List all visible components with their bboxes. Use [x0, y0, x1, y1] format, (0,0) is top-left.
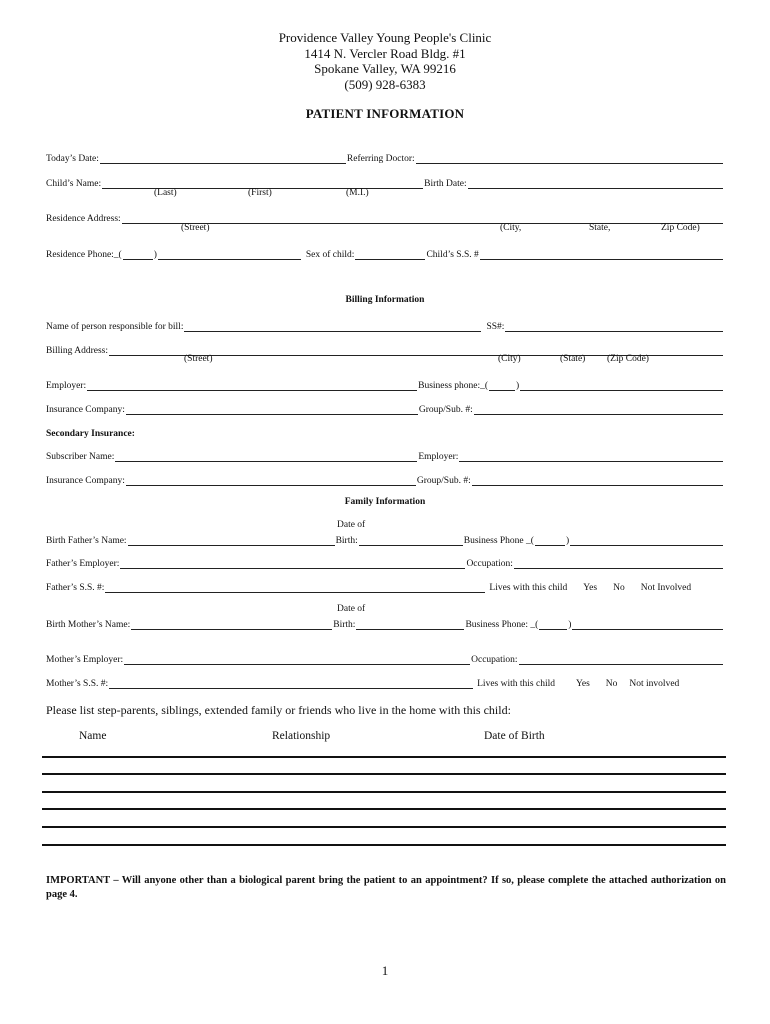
father-occupation-field[interactable]	[514, 558, 723, 569]
clinic-phone: (509) 928-6383	[344, 76, 426, 92]
mother-birth-label: Birth:	[333, 620, 356, 630]
row-residence-address	[46, 210, 724, 224]
father-business-phone-area-field[interactable]	[535, 535, 565, 546]
subscriber-name-field[interactable]	[115, 451, 417, 462]
business-phone-paren: )	[516, 381, 520, 391]
mothers-ss-field[interactable]	[109, 678, 473, 689]
mothers-ss-label: Mother’s S.S. #:	[46, 679, 109, 689]
father-yes-option[interactable]: Yes	[583, 583, 598, 593]
mothers-employer-label: Mother’s Employer:	[46, 655, 124, 665]
secondary-insurance-label: Secondary Insurance:	[46, 429, 135, 439]
responsible-person-field[interactable]	[184, 321, 481, 332]
sex-of-child-label: Sex of child:	[305, 250, 355, 260]
mother-date-of-label: Date of	[337, 604, 366, 614]
group-sub-label: Group/Sub. #:	[418, 405, 473, 415]
todays-date-field[interactable]	[100, 153, 346, 164]
mother-business-phone-area-field[interactable]	[539, 619, 567, 630]
father-date-of-label: Date of	[337, 520, 366, 530]
billing-section-title: Billing Information	[345, 295, 425, 305]
mother-birth-field[interactable]	[356, 619, 464, 630]
father-business-phone-label: Business Phone _(	[463, 536, 534, 546]
father-birth-field[interactable]	[359, 535, 463, 546]
mother-not-involved-option[interactable]: Not involved	[629, 679, 680, 689]
row-employer	[46, 377, 724, 391]
father-not-involved-option[interactable]: Not Involved	[640, 583, 692, 593]
subscriber-name-label: Subscriber Name:	[46, 452, 115, 462]
insurance-company-label: Insurance Company:	[46, 405, 125, 415]
residence-address-label: Residence Address:	[46, 214, 121, 224]
group-sub-field[interactable]	[474, 404, 723, 415]
fathers-ss-label: Father’s S.S. #:	[46, 583, 105, 593]
ssn-field[interactable]	[505, 321, 723, 332]
mother-lives-with-label: Lives with this child	[477, 679, 555, 689]
father-occupation-label: Occupation:	[466, 559, 513, 569]
birth-father-name-label: Birth Father’s Name:	[46, 536, 127, 546]
residence-phone-field[interactable]	[158, 249, 301, 260]
mother-business-phone-field[interactable]	[572, 619, 723, 630]
business-phone-area-field[interactable]	[489, 380, 515, 391]
column-name-header: Name	[79, 730, 107, 742]
secondary-group-sub-label: Group/Sub. #:	[416, 476, 471, 486]
todays-date-label: Today’s Date:	[46, 154, 99, 164]
row-secondary-insurance	[46, 425, 724, 439]
clinic-address: 1414 N. Vercler Road Bldg. #1	[304, 45, 466, 61]
zip-hint: Zip Code)	[661, 223, 700, 233]
residence-address-field[interactable]	[122, 213, 723, 224]
household-row-line[interactable]	[42, 826, 726, 828]
household-row-line[interactable]	[42, 791, 726, 793]
row-fathers-employer	[46, 555, 724, 569]
father-birth-label: Birth:	[335, 536, 358, 546]
birth-mother-name-field[interactable]	[131, 619, 332, 630]
residence-phone-area-field[interactable]	[123, 249, 153, 260]
insurance-company-field[interactable]	[126, 404, 418, 415]
row-childs-name	[46, 175, 724, 189]
secondary-insurance-company-field[interactable]	[126, 475, 416, 486]
mothers-employer-field[interactable]	[124, 654, 470, 665]
city-hint: (City,	[500, 223, 522, 233]
clinic-name: Providence Valley Young People's Clinic	[278, 30, 492, 45]
sex-of-child-field[interactable]	[355, 249, 425, 260]
page-number: 1	[381, 963, 389, 978]
row-birth-father	[46, 532, 724, 546]
birth-father-name-field[interactable]	[128, 535, 335, 546]
fathers-employer-label: Father’s Employer:	[46, 559, 120, 569]
state-hint: State,	[589, 223, 611, 233]
row-insurance-company	[46, 401, 724, 415]
secondary-employer-field[interactable]	[459, 451, 723, 462]
business-phone-field[interactable]	[520, 380, 723, 391]
mother-phone-paren: )	[568, 620, 572, 630]
secondary-employer-label: Employer:	[418, 452, 459, 462]
childs-name-label: Child’s Name:	[46, 179, 102, 189]
clinic-header	[0, 30, 770, 92]
household-instruction: Please list step-parents, siblings, extended family or friends who live in the home with this child:	[46, 703, 511, 717]
column-dob-header: Date of Birth	[484, 730, 545, 742]
referring-doctor-label: Referring Doctor:	[346, 154, 415, 164]
employer-label: Employer:	[46, 381, 87, 391]
clinic-city: Spokane Valley, WA 99216	[314, 61, 456, 76]
father-no-option[interactable]: No	[613, 583, 625, 593]
row-mothers-employer	[46, 651, 724, 665]
responsible-person-label: Name of person responsible for bill:	[46, 322, 184, 332]
mother-occupation-label: Occupation:	[471, 655, 518, 665]
important-notice: IMPORTANT – Will anyone other than a biological parent bring the patient to an appointment? If so, please complete the attached authorization on page 4.	[46, 875, 726, 900]
row-todays-date	[46, 150, 724, 164]
mother-no-option[interactable]: No	[605, 679, 618, 689]
fathers-ss-field[interactable]	[105, 582, 485, 593]
form-title: PATIENT INFORMATION	[305, 106, 465, 121]
billing-address-label: Billing Address:	[46, 346, 109, 356]
secondary-insurance-company-label: Insurance Company:	[46, 476, 125, 486]
birth-date-field[interactable]	[468, 178, 723, 189]
mother-yes-option[interactable]: Yes	[575, 679, 590, 689]
employer-field[interactable]	[87, 380, 417, 391]
ssn-label: SS#:	[486, 322, 505, 332]
household-row-line[interactable]	[42, 808, 726, 810]
last-name-hint: (Last)	[154, 188, 177, 198]
father-lives-with-label: Lives with this child	[489, 583, 568, 593]
fathers-employer-field[interactable]	[120, 558, 465, 569]
phone-paren: )	[153, 250, 157, 260]
secondary-group-sub-field[interactable]	[472, 475, 723, 486]
column-relationship-header: Relationship	[272, 730, 331, 742]
household-row-line[interactable]	[42, 756, 726, 758]
billing-zip-hint: (Zip Code)	[607, 354, 649, 364]
middle-initial-hint: (M.I.)	[346, 188, 369, 198]
billing-street-hint: (Street)	[184, 354, 213, 364]
father-business-phone-field[interactable]	[570, 535, 723, 546]
father-phone-paren: )	[565, 536, 570, 546]
row-secondary-insurance-company	[46, 472, 724, 486]
billing-city-hint: (City)	[498, 354, 521, 364]
row-fathers-ss	[46, 579, 724, 593]
row-responsible-person	[46, 318, 724, 332]
street-hint: (Street)	[181, 223, 210, 233]
household-row-line[interactable]	[42, 844, 726, 846]
birth-mother-name-label: Birth Mother’s Name:	[46, 620, 131, 630]
row-mothers-ss	[46, 675, 724, 689]
birth-date-label: Birth Date:	[424, 179, 467, 189]
row-birth-mother	[46, 616, 724, 630]
childs-ss-field[interactable]	[480, 249, 723, 260]
residence-phone-label: Residence Phone:_(	[46, 250, 122, 260]
mother-occupation-field[interactable]	[519, 654, 723, 665]
row-subscriber	[46, 448, 724, 462]
household-row-line[interactable]	[42, 773, 726, 775]
first-name-hint: (First)	[248, 188, 272, 198]
mother-business-phone-label: Business Phone: _(	[465, 620, 539, 630]
business-phone-label: Business phone:_(	[418, 381, 489, 391]
row-residence-phone	[46, 246, 724, 260]
family-section-title: Family Information	[344, 497, 426, 507]
referring-doctor-field[interactable]	[416, 153, 723, 164]
billing-state-hint: (State)	[560, 354, 586, 364]
childs-ss-label: Child’s S.S. #	[426, 250, 479, 260]
